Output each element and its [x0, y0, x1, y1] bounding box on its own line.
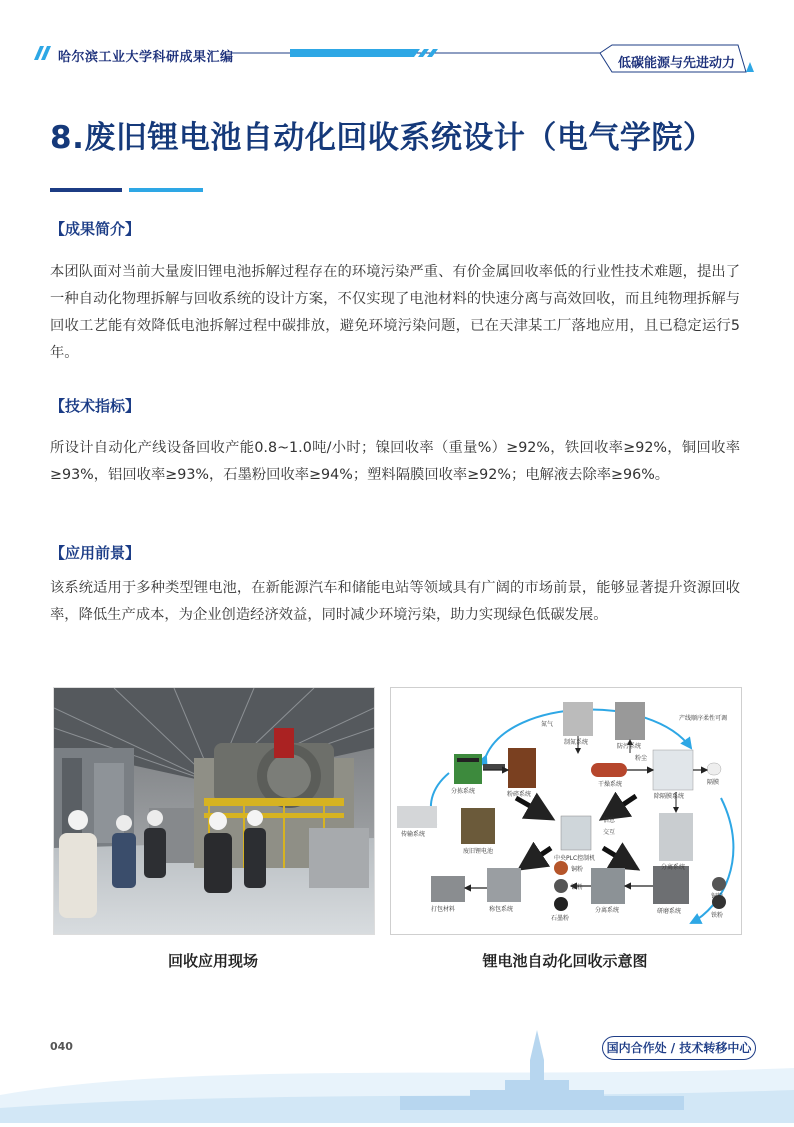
copper-powder-pile — [554, 861, 568, 875]
section-heading-prospects: 【应用前景】 — [50, 544, 141, 562]
label-dust-out: 粉尘 — [635, 755, 648, 762]
separation-machine-2 — [591, 868, 625, 904]
diaphragm-machine — [653, 750, 693, 790]
packing-machine — [431, 876, 465, 902]
header-right-title: 低碳能源与先进动力 — [618, 56, 736, 71]
label-weighing: 称包系统 — [489, 906, 514, 913]
grinding-machine — [653, 866, 689, 904]
label-central-plc: 中央PLC控制机 — [554, 855, 596, 862]
waste-battery-pile — [461, 808, 495, 844]
nitrogen-machine — [563, 702, 593, 736]
page-number: 040 — [50, 1040, 73, 1053]
aluminum-powder-pile — [554, 879, 568, 893]
label-drying: 干燥系统 — [598, 781, 623, 788]
flow-arc-right — [691, 798, 733, 923]
section-text-specs: 所设计自动化产线设备回收产能0.8~1.0吨/小时；镍回收率（重量%）≥92%，铁回收率≥92%，铜回收率≥93%，铝回收率≥93%，石墨粉回收率≥94%；塑料隔膜回收率≥92%；电解液去除率≥96%。 — [50, 440, 740, 483]
label-crushing: 粉碎系统 — [507, 791, 532, 798]
label-graphite-powder: 石墨粉 — [551, 915, 570, 922]
label-diaphragm: 隔膜 — [707, 779, 720, 786]
label-nitrogen-in: 氮气 — [541, 721, 554, 728]
section-heading-summary: 【成果简介】 — [50, 220, 141, 238]
recycling-diagram — [390, 687, 742, 935]
label-diaphragm-removal: 除隔膜系统 — [654, 793, 685, 800]
title-underline-dark — [50, 188, 122, 192]
label-grinding: 研磨系统 — [657, 908, 682, 915]
dust-machine — [615, 702, 645, 740]
label-dust: 防污系统 — [617, 743, 642, 750]
section-text-prospects: 该系统适用于多种类型锂电池，在新能源汽车和储能电站等领域具有广阔的市场前景，能够显著提升资源回收率，降低生产成本，为企业创造经济效益，同时减少环境污染，助力实现绿色低碳发展。 — [50, 580, 740, 623]
drying-machine — [591, 763, 627, 777]
left-figure-caption: 回收应用现场 — [167, 952, 258, 970]
copper-powder-pile-2 — [712, 877, 726, 891]
header-left-title: 哈尔滨工业大学科研成果汇编 — [58, 50, 234, 65]
label-copper-powder: 铜粉 — [571, 866, 584, 873]
right-figure-caption: 锂电池自动化回收示意图 — [482, 952, 648, 970]
graphite-powder-pile — [554, 897, 568, 911]
label-sorting: 分拣系统 — [451, 788, 476, 795]
page-header — [0, 0, 794, 80]
label-aluminum-powder: 铝粉 — [571, 884, 584, 891]
crushing-machine — [508, 748, 536, 788]
section-heading-specs: 【技术指标】 — [50, 397, 141, 415]
page-title: 8.废旧锂电池自动化回收系统设计（电气学院） — [50, 120, 715, 156]
plc-cabinet — [561, 816, 591, 850]
footer-department-badge: 国内合作处 / 技术转移中心 — [602, 1036, 756, 1060]
label-conveyor: 传输系统 — [401, 831, 426, 838]
label-copper-powder-2: 铜粉 — [711, 893, 724, 900]
label-separation: 分离系统 — [661, 864, 686, 871]
site-photo — [53, 687, 375, 935]
section-text-summary: 本团队面对当前大量废旧锂电池拆解过程存在的环境污染严重、有价金属回收率低的行业性技术难题，提出了一种自动化物理拆解与回收系统的设计方案，不仅实现了电池材料的快速分离与高效回收，而且纯物理拆解与回收工艺能有效降低电池拆解过程中碳排放，避免环境污染问题，已在天津某工厂落地应用，且已稳定运行5年。 — [50, 264, 740, 361]
label-iron-powder: 铁粉 — [711, 912, 724, 919]
label-nitrogen: 制氮系统 — [564, 739, 589, 746]
conveyor-machine — [397, 806, 437, 828]
diaphragm-roll — [707, 763, 721, 775]
label-separation-2: 分离系统 — [595, 907, 620, 914]
separation-machine — [659, 813, 693, 861]
label-smart-control: 产线顺序柔性可调 — [679, 715, 728, 722]
weighing-machine — [487, 868, 521, 902]
label-arrow-note1: 信息 — [603, 817, 616, 824]
label-arrow-note2: 交互 — [603, 829, 616, 836]
title-underline-light — [129, 188, 203, 192]
label-packing-material: 打包材料 — [431, 906, 456, 913]
label-waste-battery: 废旧锂电池 — [463, 848, 494, 855]
